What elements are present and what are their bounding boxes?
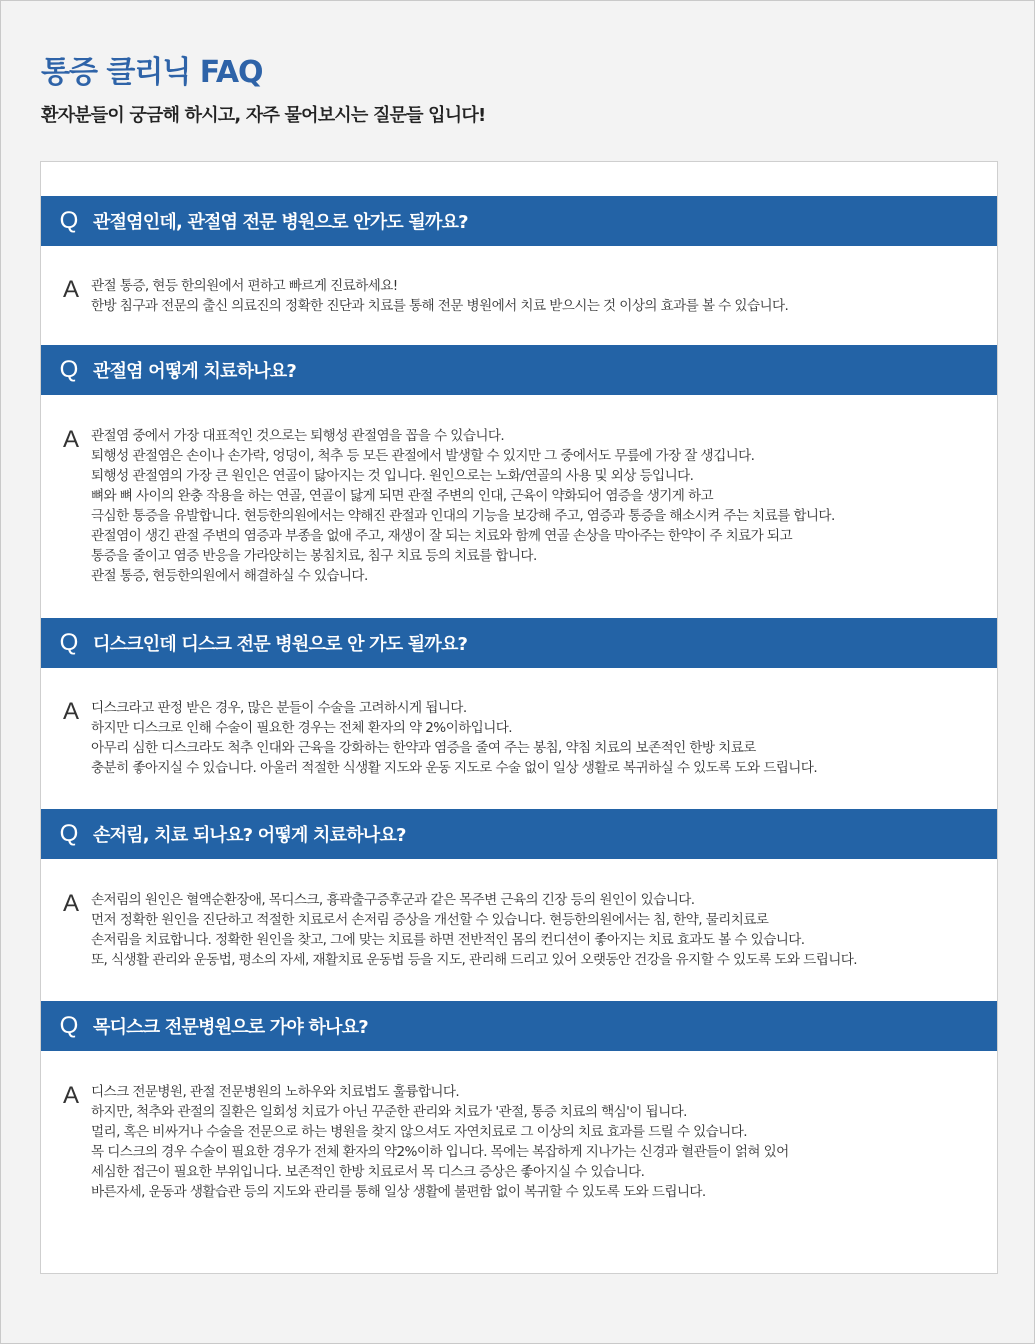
answer-line: 세심한 접근이 필요한 부위입니다. 보존적인 한방 치료로서 목 디스크 증상은 좋아지실 수 있습니다.: [91, 1164, 645, 1180]
answer-line: 손저림의 원인은 혈액순환장애, 목디스크, 흉곽출구증후군과 같은 목주변 근육의 긴장 등의 원인이 있습니다.: [91, 892, 695, 908]
answer-text: [91, 426, 835, 586]
answer-line: 바른자세, 운동과 생활습관 등의 지도와 관리를 통해 일상 생활에 불편함 없이 복귀할 수 있도록 도와 드립니다.: [91, 1184, 706, 1200]
faq-question-4[interactable]: [41, 809, 997, 859]
question-marker: Q: [59, 356, 79, 383]
answer-line: 또, 식생활 관리와 운동법, 평소의 자세, 재활치료 운동법 등을 지도, 관리해 드리고 있어 오랫동안 건강을 유지할 수 있도록 도와 드립니다.: [91, 952, 858, 968]
answer-line: 극심한 통증을 유발합니다. 현등한의원에서는 약해진 관절과 인대의 기능을 보강해 주고, 염증과 통증을 해소시켜 주는 치료를 합니다.: [91, 508, 835, 524]
answer-line: 뼈와 뼈 사이의 완충 작용을 하는 연골, 연골이 닳게 되면 관절 주변의 인대, 근육이 약화되어 염증을 생기게 하고: [91, 488, 714, 504]
faq-question-2[interactable]: [41, 345, 997, 395]
question-marker: Q: [59, 820, 79, 847]
faq-list: [40, 161, 998, 1274]
answer-line: 디스크 전문병원, 관절 전문병원의 노하우와 치료법도 훌륭합니다.: [91, 1084, 460, 1100]
answer-marker: A: [63, 1082, 80, 1109]
answer-marker: A: [63, 698, 80, 725]
question-text: 손저림, 치료 되나요? 어떻게 치료하나요?: [93, 825, 406, 846]
question-text: 관절염 어떻게 치료하나요?: [93, 361, 297, 382]
answer-line: 멀리, 혹은 비싸거나 수술을 전문으로 하는 병원을 찾지 않으셔도 자연치료로 그 이상의 치료 효과를 드릴 수 있습니다.: [91, 1124, 747, 1140]
question-marker: Q: [59, 1012, 79, 1039]
answer-line: 먼저 정확한 원인을 진단하고 적절한 치료로서 손저림 증상을 개선할 수 있습니다. 현등한의원에서는 침, 한약, 물리치료로: [91, 912, 769, 928]
answer-line: 관절염 중에서 가장 대표적인 것으로는 퇴행성 관절염을 꼽을 수 있습니다.: [91, 428, 505, 444]
answer-line: 관절 통증, 현등한의원에서 해결하실 수 있습니다.: [91, 568, 368, 584]
answer-line: 하지만, 척추와 관절의 질환은 일회성 치료가 아닌 꾸준한 관리와 치료가 '관절, 통증 치료의 핵심'이 됩니다.: [91, 1104, 687, 1120]
answer-line: 통증을 줄이고 염증 반응을 가라앉히는 봉침치료, 침구 치료 등의 치료를 합니다.: [91, 548, 537, 564]
answer-text: [91, 698, 817, 778]
question-text: 목디스크 전문병원으로 가야 하나요?: [93, 1017, 368, 1038]
answer-marker: A: [63, 426, 80, 453]
answer-line: 아무리 심한 디스크라도 척추 인대와 근육을 강화하는 한약과 염증을 줄여 주는 봉침, 약침 치료의 보존적인 한방 치료로: [91, 740, 756, 756]
answer-text: [91, 890, 857, 970]
faq-question-5[interactable]: [41, 1001, 997, 1051]
answer-line: 충분히 좋아지실 수 있습니다. 아울러 적절한 식생활 지도와 운동 지도로 수술 없이 일상 생활로 복귀하실 수 있도록 도와 드립니다.: [91, 760, 818, 776]
answer-line: 관절 통증, 현등 한의원에서 편하고 빠르게 진료하세요!: [91, 278, 398, 294]
question-text: 관절염인데, 관절염 전문 병원으로 안가도 될까요?: [93, 212, 468, 233]
question-marker: Q: [59, 629, 79, 656]
faq-question-1[interactable]: [41, 196, 997, 246]
answer-marker: A: [63, 276, 80, 303]
answer-text: [91, 1082, 789, 1202]
answer-marker: A: [63, 890, 80, 917]
answer-line: 한방 침구과 전문의 출신 의료진의 정확한 진단과 치료를 통해 전문 병원에서 치료 받으시는 것 이상의 효과를 볼 수 있습니다.: [91, 298, 789, 314]
faq-question-3[interactable]: [41, 618, 997, 668]
answer-line: 하지만 디스크로 인해 수술이 필요한 경우는 전체 환자의 약 2%이하입니다.: [91, 720, 512, 736]
answer-line: 디스크라고 판정 받은 경우, 많은 분들이 수술을 고려하시게 됩니다.: [91, 700, 467, 716]
answer-text: [91, 276, 788, 316]
answer-line: 퇴행성 관절염은 손이나 손가락, 엉덩이, 척추 등 모든 관절에서 발생할 수 있지만 그 중에서도 무릎에 가장 잘 생깁니다.: [91, 448, 755, 464]
answer-line: 퇴행성 관절염의 가장 큰 원인은 연골이 닳아지는 것 입니다. 원인으로는 노화/연골의 사용 및 외상 등입니다.: [91, 468, 694, 484]
answer-line: 손저림을 치료합니다. 정확한 원인을 찾고, 그에 맞는 치료를 하면 전반적인 몸의 컨디션이 좋아지는 치료 효과도 볼 수 있습니다.: [91, 932, 805, 948]
question-text: 디스크인데 디스크 전문 병원으로 안 가도 될까요?: [93, 634, 468, 655]
question-marker: Q: [59, 207, 79, 234]
answer-line: 목 디스크의 경우 수술이 필요한 경우가 전체 환자의 약2%이하 입니다. 목에는 복잡하게 지나가는 신경과 혈관들이 얽혀 있어: [91, 1144, 789, 1160]
answer-line: 관절염이 생긴 관절 주변의 염증과 부종을 없애 주고, 재생이 잘 되는 치료와 함께 연골 손상을 막아주는 한약이 주 치료가 되고: [91, 528, 792, 544]
page-title: 통증 클리닉 FAQ: [41, 55, 263, 90]
page-subtitle: 환자분들이 궁금해 하시고, 자주 물어보시는 질문들 입니다!: [41, 105, 486, 126]
